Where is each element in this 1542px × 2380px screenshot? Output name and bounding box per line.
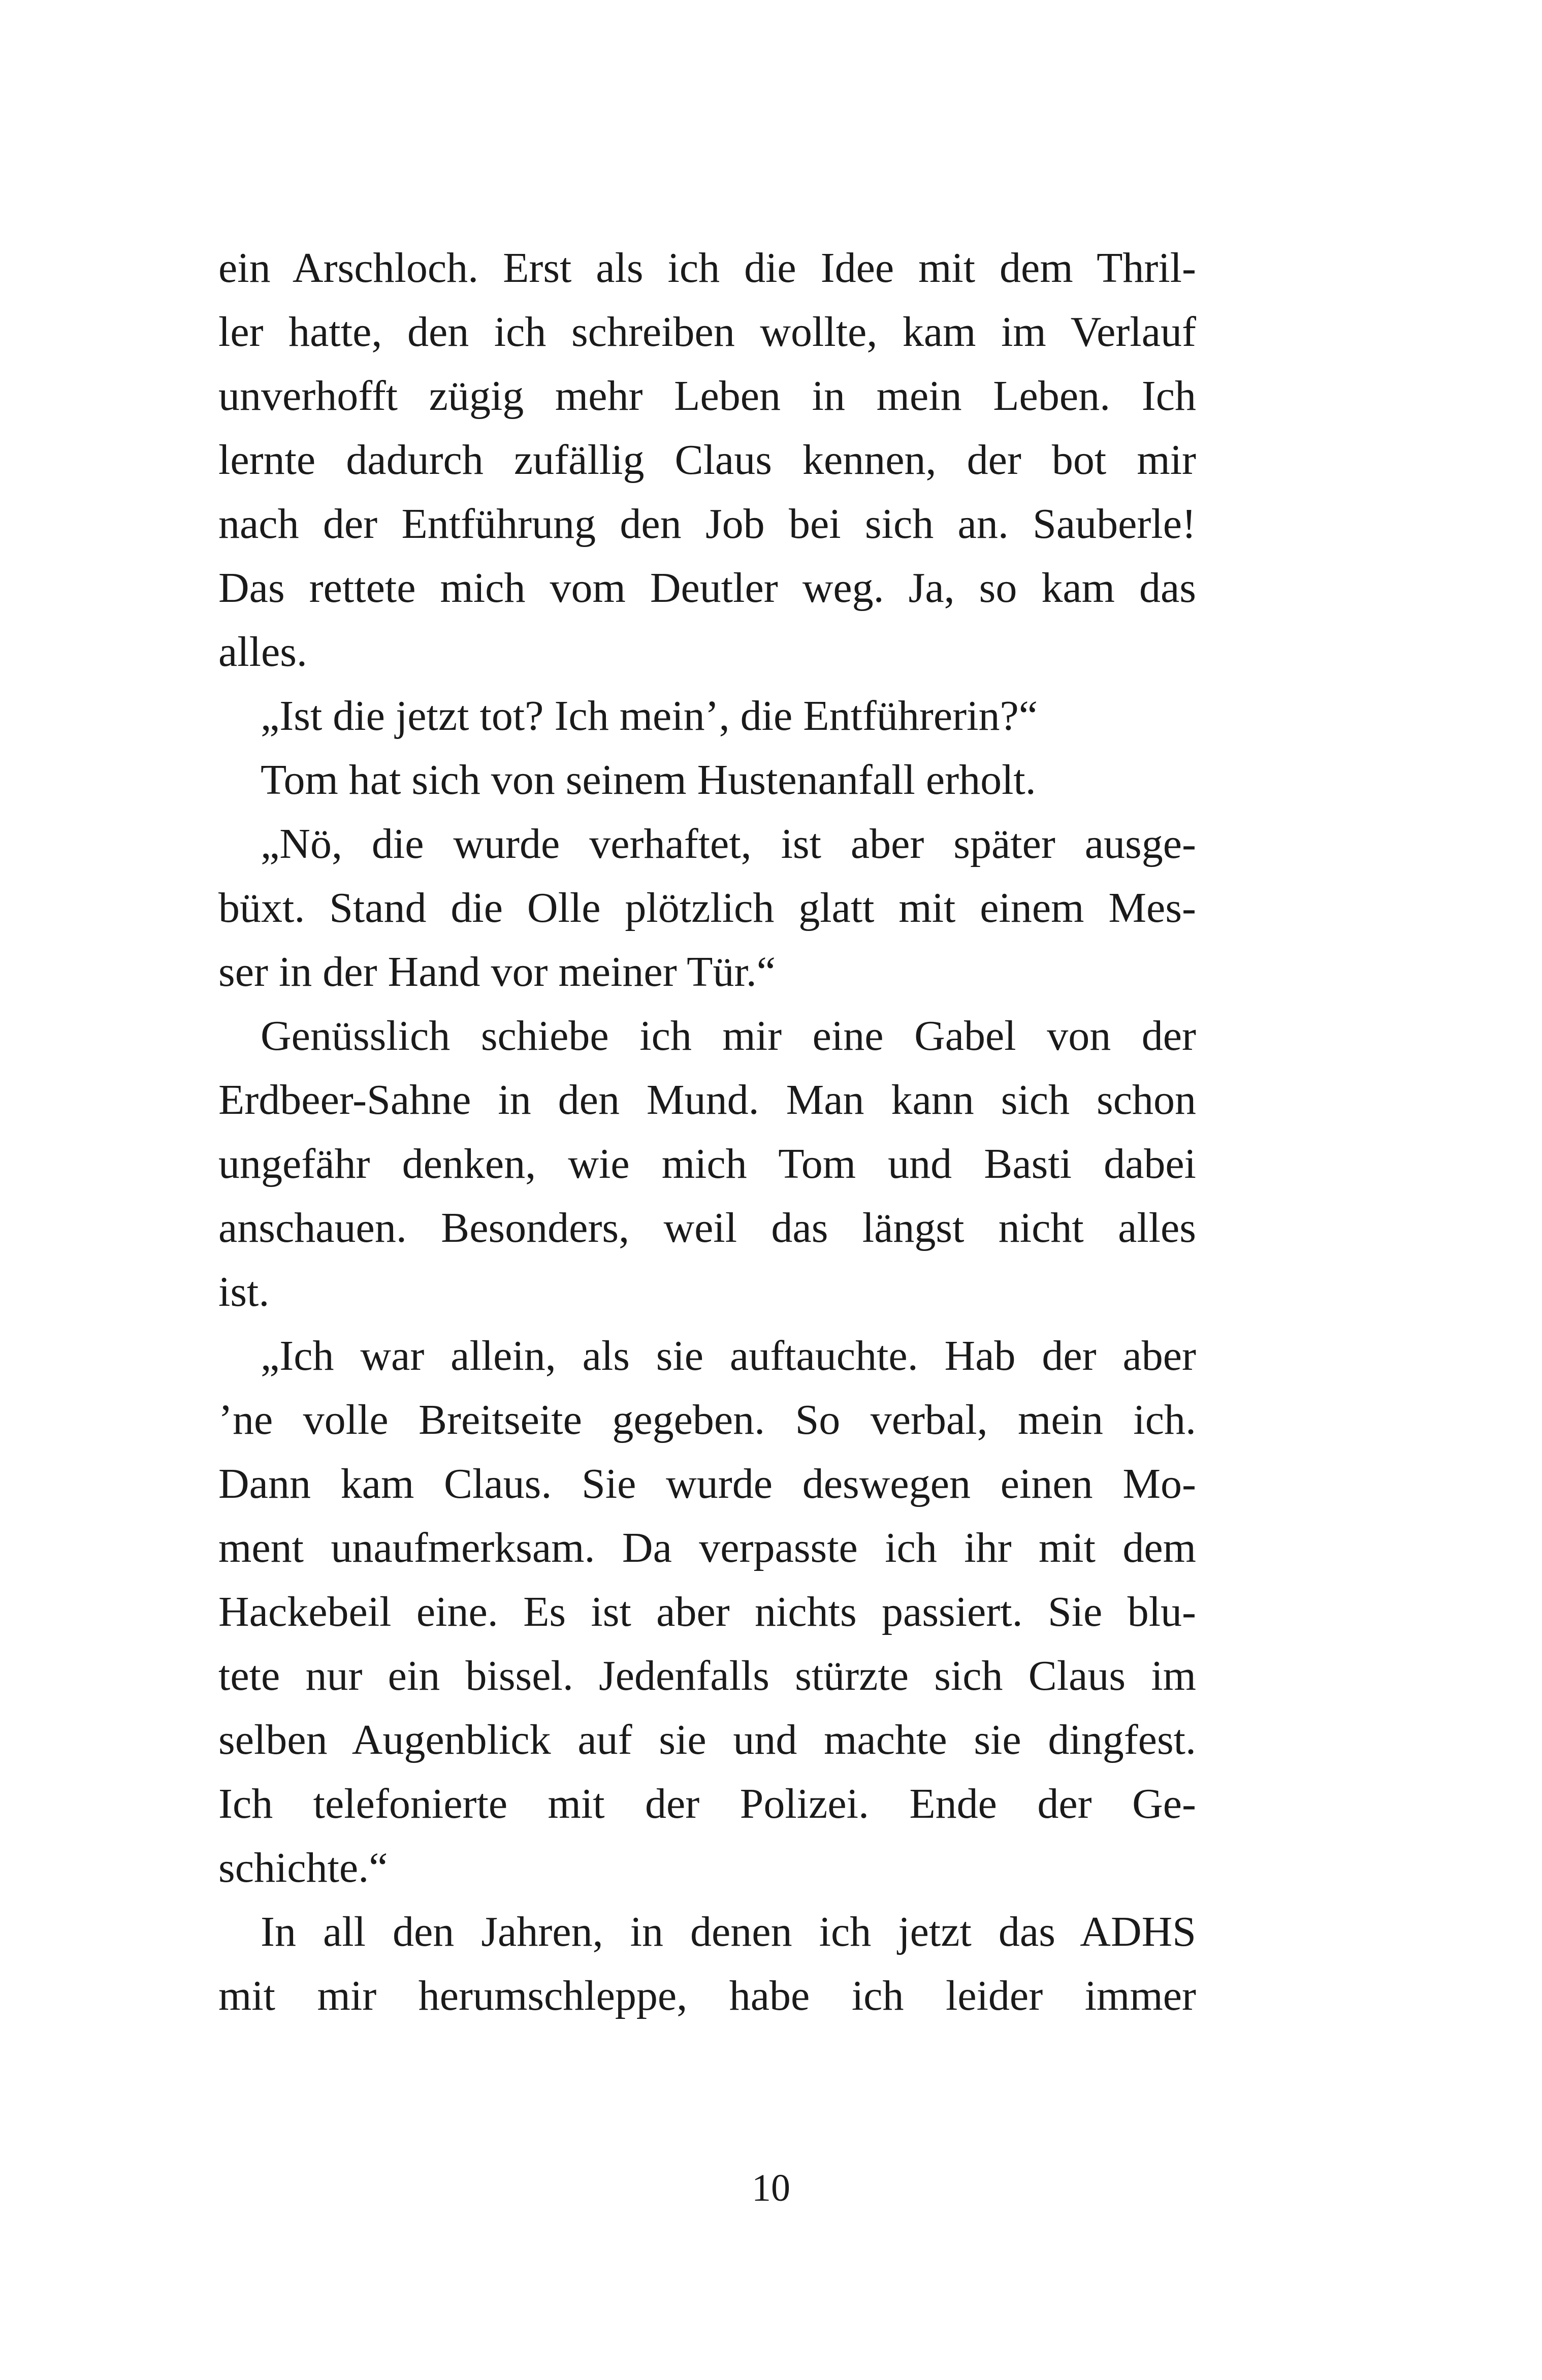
text-line: Dann kam Claus. Sie wurde deswegen einen Mo- bbox=[218, 1460, 1196, 1507]
text-line: In all den Jahren, in denen ich jetzt das ADHS bbox=[261, 1908, 1196, 1955]
text-line: büxt. Stand die Olle plötzlich glatt mit einem Mes- bbox=[218, 884, 1196, 931]
text-line: „Ich war allein, als sie auftauchte. Hab der aber bbox=[261, 1332, 1196, 1379]
text-line: unverhofft zügig mehr Leben in mein Leben. Ich bbox=[218, 372, 1196, 420]
text-line: tete nur ein bissel. Jedenfalls stürzte sich Claus im bbox=[218, 1652, 1196, 1699]
text-line: ungefähr denken, wie mich Tom und Basti dabei bbox=[218, 1140, 1196, 1187]
text-line: „Ist die jetzt tot? Ich mein’, die Entführerin?“ bbox=[261, 692, 1038, 739]
text-line: ment unaufmerksam. Da verpasste ich ihr mit dem bbox=[218, 1524, 1196, 1571]
text-line: Erdbeer-Sahne in den Mund. Man kann sich schon bbox=[218, 1076, 1196, 1123]
text-line: Das rettete mich vom Deutler weg. Ja, so kam das bbox=[218, 564, 1196, 612]
text-line: Ich telefonierte mit der Polizei. Ende der Ge- bbox=[218, 1780, 1196, 1827]
text-line: Tom hat sich von seinem Hustenanfall erholt. bbox=[261, 756, 1036, 803]
text-line: mit mir herumschleppe, habe ich leider immer bbox=[218, 1972, 1196, 2019]
text-line: nach der Entführung den Job bei sich an. Sauberle! bbox=[218, 500, 1196, 548]
text-line: ser in der Hand vor meiner Tür.“ bbox=[218, 948, 776, 995]
text-line: „Nö, die wurde verhaftet, ist aber später ausge- bbox=[261, 820, 1196, 867]
text-line: Genüsslich schiebe ich mir eine Gabel von der bbox=[261, 1012, 1196, 1059]
text-line: schichte.“ bbox=[218, 1844, 388, 1891]
text-line: lernte dadurch zufällig Claus kennen, der bot mir bbox=[218, 436, 1196, 484]
page-number: 10 bbox=[752, 2167, 790, 2209]
text-line: anschauen. Besonders, weil das längst nicht alles bbox=[218, 1204, 1196, 1251]
text-line: Hackebeil eine. Es ist aber nichts passiert. Sie blu- bbox=[218, 1588, 1196, 1635]
text-line: alles. bbox=[218, 628, 307, 676]
text-line: ist. bbox=[218, 1268, 270, 1315]
body-text bbox=[218, 236, 1196, 2028]
text-line: selben Augenblick auf sie und machte sie dingfest. bbox=[218, 1716, 1196, 1763]
text-line: ler hatte, den ich schreiben wollte, kam im Verlauf bbox=[218, 308, 1196, 356]
text-line: ’ne volle Breitseite gegeben. So verbal, mein ich. bbox=[218, 1396, 1196, 1443]
text-line: ein Arschloch. Erst als ich die Idee mit dem Thril- bbox=[218, 244, 1196, 292]
